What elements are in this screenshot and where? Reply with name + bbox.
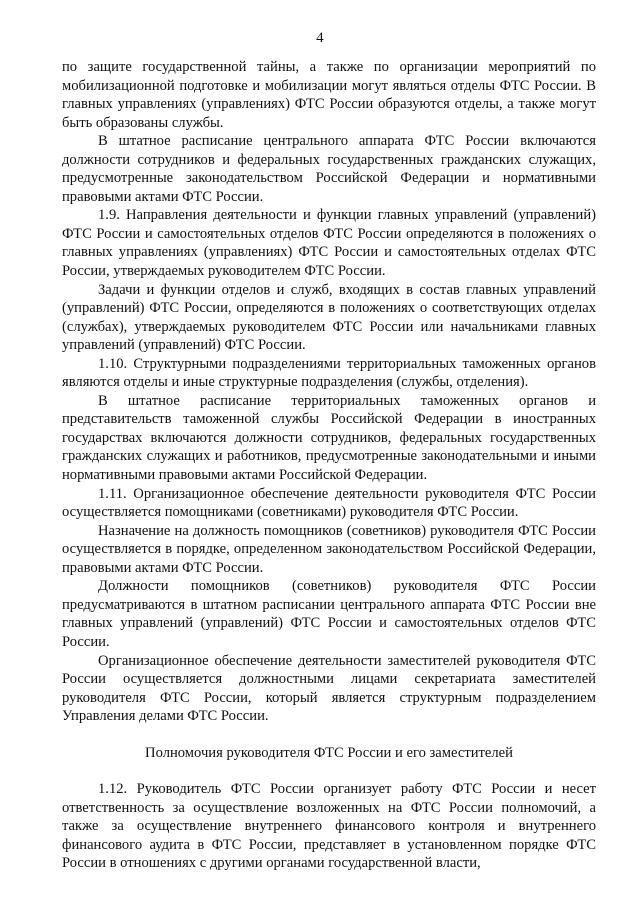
paragraph-1-9-directions: 1.9. Направления деятельности и функции главных управлений (управлений) ФТС России и самостоятельных отделов ФТС России определяются в положениях о главных управлениях (управлениях) ФТС России и самостоятельных отделах ФТС России, утверждаемых руководителем ФТС России. — [62, 207, 596, 280]
paragraph-staff-schedule-central: В штатное расписание центрального аппарата ФТС России включаются должности сотрудников и федеральных государственных гражданских служащих, предусмотренные законодательством Российской Федерации и нормативными правовыми актами ФТС России. — [62, 133, 596, 205]
paragraph-state-secret-units: по защите государственной тайны, а также по организации мероприятий по мобилизационной подготовке и мобилизации могут являться отделы ФТС России. В главных управлениях (управлениях) ФТС России образуются отделы, а также могут быть образованы службы. — [62, 59, 596, 131]
paragraph-deputies-support: Организационное обеспечение деятельности заместителей руководителя ФТС России осуществляется должностными лицами секретариата заместителей руководителя ФТС России, который является структурным подразделением Управления делами ФТС России. — [62, 652, 596, 725]
paragraph-1-12-head-authority: 1.12. Руководитель ФТС России организует работу ФТС России и несет ответственность за осуществление возложенных на ФТС России полномочий, а также за осуществление внутреннего финансового контроля и внутреннего финансового аудита в ФТС России, представляет в установленном порядке ФТС России в отношениях с другими органами государственной власти, — [62, 781, 596, 872]
paragraph-assistant-positions: Должности помощников (советников) руководителя ФТС России предусматриваются в штатном расписании центрального аппарата ФТС России вне главных управлений (управлений) ФТС России и самостоятельных отделов ФТС России. — [62, 578, 596, 650]
paragraph-staff-schedule-territorial: В штатное расписание территориальных таможенных органов и представительств таможенной службы Российской Федерации в иностранных государствах включаются должности сотрудников, федеральных государственных гражданских служащих и работников, предусмотренные законодательными и иными нормативными правовыми актами Российской Федерации. — [62, 392, 596, 484]
paragraph-1-11-organizational-support: 1.11. Организационное обеспечение деятельности руководителя ФТС России осуществляется помощниками (советниками) руководителя ФТС России. — [62, 485, 596, 521]
section-title: Полномочия руководителя ФТС России и его заместителей — [145, 744, 513, 761]
paragraph-appointment-assistants: Назначение на должность помощников (советников) руководителя ФТС России осуществляется в порядке, определенном законодательством Российской Федерации, правовыми актами ФТС России. — [62, 522, 596, 576]
paragraph-1-10-structural-units: 1.10. Структурными подразделениями территориальных таможенных органов являются отделы и иные структурные подразделения (службы, отделения). — [62, 355, 596, 391]
paragraph-tasks-functions: Задачи и функции отделов и служб, входящих в состав главных управлений (управлений) ФТС России, определяются в положениях о соответствующих отделах (службах), утверждаемых руководителем ФТС России или начальниками главных управлений (управлений) ФТС России. — [62, 281, 596, 354]
document-body — [62, 58, 596, 873]
page-number: 4 — [316, 30, 324, 46]
